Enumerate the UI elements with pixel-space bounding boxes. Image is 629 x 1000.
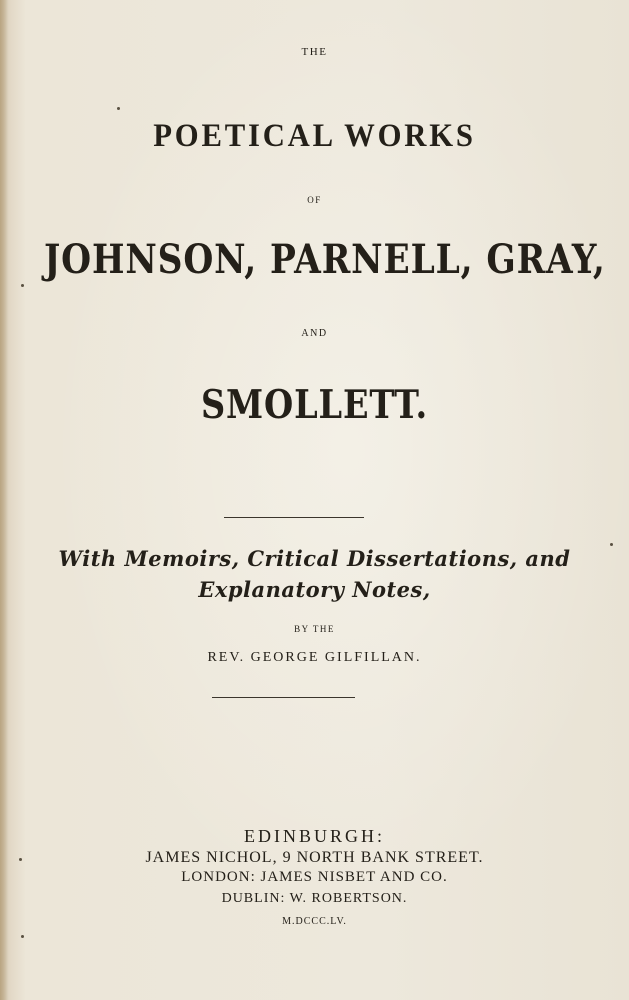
imprint-year: M.DCCC.LV. <box>282 916 347 927</box>
by-the-label: BY THE <box>294 624 335 634</box>
last-author: SMOLLETT. <box>200 382 429 428</box>
and-label: AND <box>301 328 328 339</box>
authors-line: JOHNSON, PARNELL, GRAY, <box>44 236 606 283</box>
divider-bottom <box>212 697 355 698</box>
paper-speck <box>21 935 24 938</box>
paper-speck <box>610 543 613 546</box>
paper-speck <box>21 284 24 287</box>
of-label: OF <box>307 195 322 205</box>
book-title: POETICAL WORKS <box>153 118 476 154</box>
imprint-city: EDINBURGH: <box>244 826 385 846</box>
paper-speck <box>19 858 22 861</box>
imprint-publisher: JAMES NICHOL, 9 NORTH BANK STREET. <box>145 849 484 866</box>
imprint-london: LONDON: JAMES NISBET AND CO. <box>181 869 448 885</box>
subtitle-line-1: With Memoirs, Critical Dissertations, and <box>58 546 571 571</box>
paper-speck <box>117 107 120 110</box>
subtitle-line-2: Explanatory Notes, <box>198 577 431 602</box>
divider-top <box>224 517 364 518</box>
the-label: THE <box>301 46 328 58</box>
editor-name: REV. GEORGE GILFILLAN. <box>207 650 422 665</box>
imprint-dublin: DUBLIN: W. ROBERTSON. <box>221 891 408 906</box>
